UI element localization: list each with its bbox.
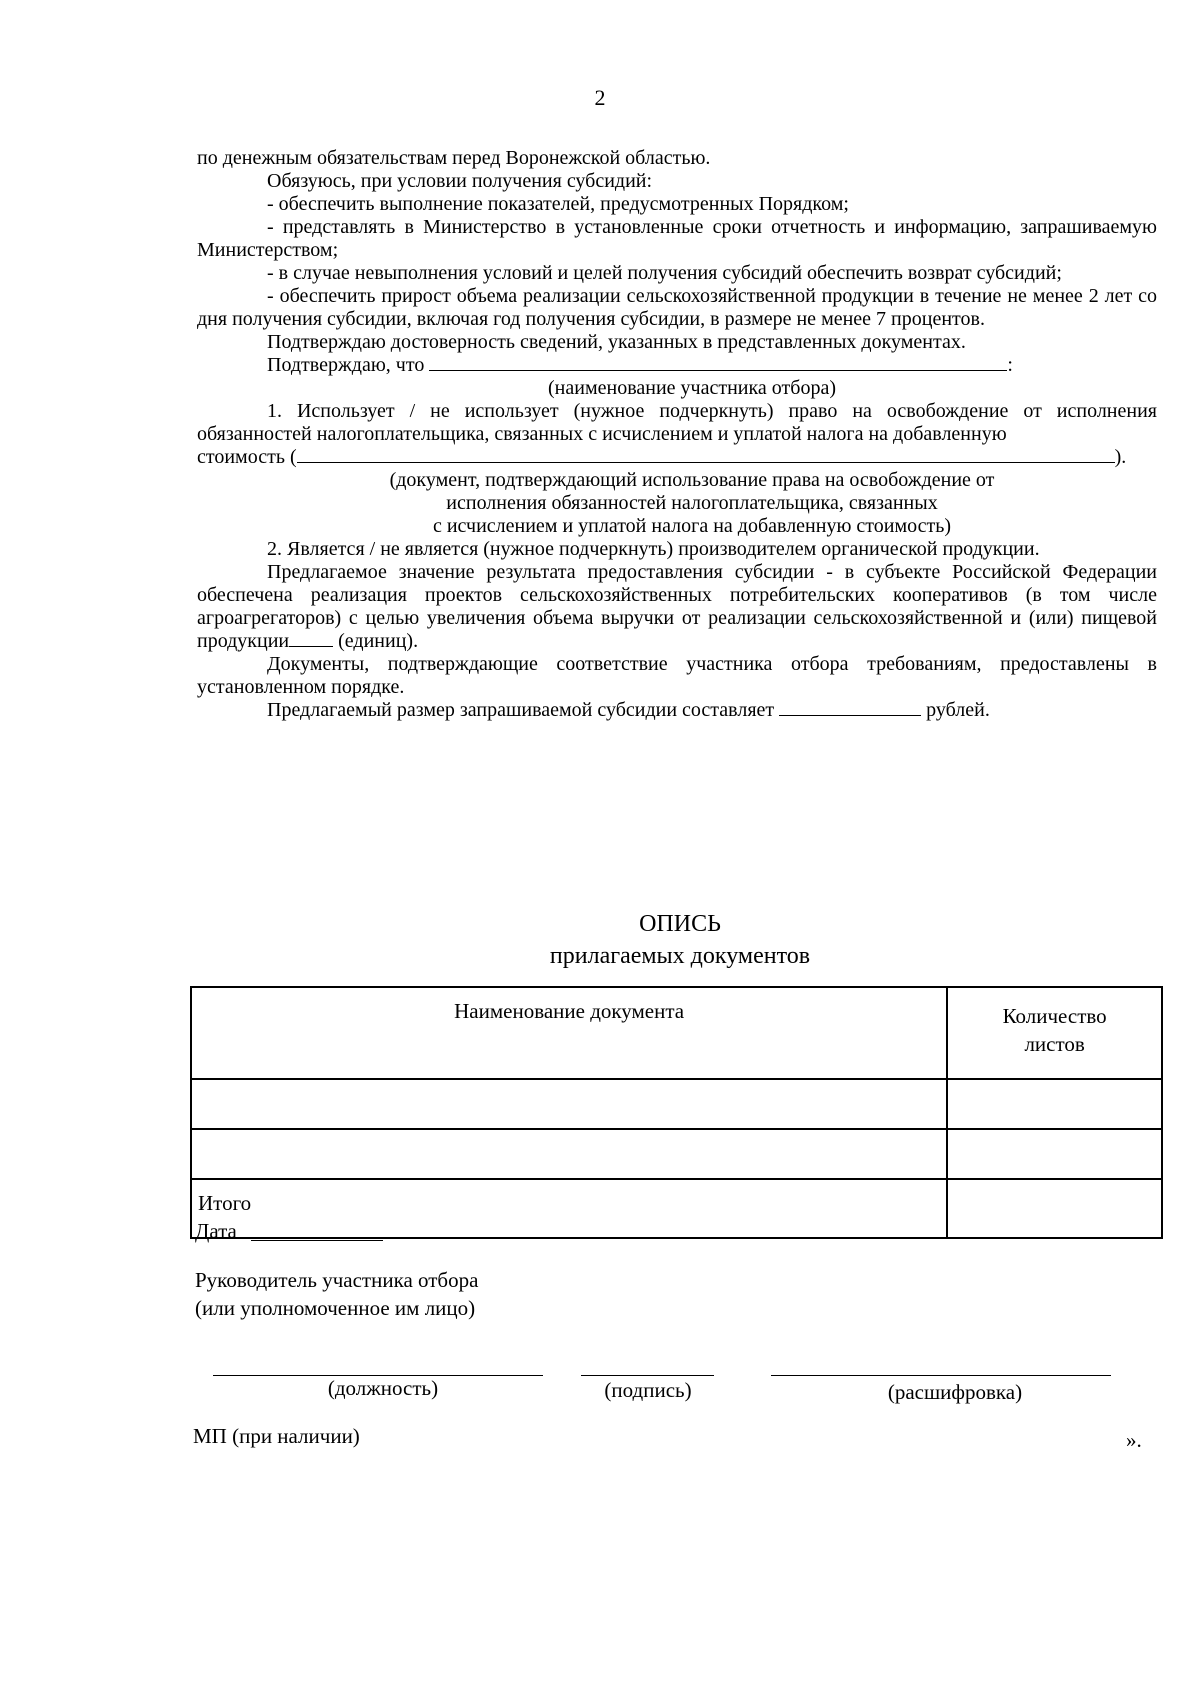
table-cell[interactable] bbox=[947, 1129, 1162, 1179]
table-cell[interactable] bbox=[947, 1079, 1162, 1129]
closing-quote: ». bbox=[1126, 1428, 1142, 1452]
header-document-name: Наименование документа bbox=[191, 987, 947, 1079]
inventory-table bbox=[190, 986, 1163, 1239]
header-count-line2: листов bbox=[1024, 1032, 1085, 1056]
table-row bbox=[191, 1079, 1162, 1129]
vat-label: стоимость ( bbox=[197, 446, 297, 468]
header-count-line1: Количество bbox=[1002, 1004, 1107, 1028]
units-label: (единиц). bbox=[333, 630, 419, 652]
table-header-row bbox=[191, 987, 1162, 1079]
date-field bbox=[195, 1217, 237, 1245]
colon: : bbox=[1007, 354, 1013, 376]
paragraph: - обеспечить прирост объема реализации сельскохозяйственной продукции в течение не менее 2 лет со дня получения субсидии, включая год получения субсидии, в размере не менее 7 процентов. bbox=[197, 285, 1157, 330]
paragraph: - обеспечить выполнение показателей, предусмотренных Порядком; bbox=[267, 193, 849, 215]
paragraph: - представлять в Министерство в установленные сроки отчетность и информацию, запрашиваемую Министерством; bbox=[197, 216, 1157, 261]
total-label: Итого bbox=[191, 1179, 947, 1238]
inventory-heading bbox=[0, 908, 1200, 972]
table-cell[interactable] bbox=[191, 1079, 947, 1129]
vat-document-blank bbox=[297, 447, 1115, 463]
subsidy-amount-line bbox=[197, 699, 1157, 722]
total-value-cell[interactable] bbox=[947, 1179, 1162, 1238]
confirm-label: Подтверждаю, что bbox=[267, 354, 430, 376]
body-text bbox=[197, 147, 1157, 722]
caption-document: (документ, подтверждающий использование права на освобождение от bbox=[389, 469, 995, 491]
header-sheet-count bbox=[947, 987, 1162, 1079]
paragraph: 2. Является / не является (нужное подчеркнуть) производителем органической продукции. bbox=[267, 538, 1040, 560]
amount-blank bbox=[779, 700, 921, 716]
currency-label: рублей. bbox=[921, 699, 990, 721]
paragraph: Подтверждаю достоверность сведений, указанных в представленных документах. bbox=[267, 331, 966, 353]
signatory-title: Руководитель участника отбора bbox=[195, 1268, 479, 1292]
confirm-line bbox=[197, 354, 1157, 377]
caption-participant: (наименование участника отбора) bbox=[548, 377, 836, 399]
paragraph: по денежным обязательствам перед Воронежской областью. bbox=[197, 147, 711, 169]
inventory-subtitle: прилагаемых документов bbox=[549, 943, 811, 969]
signature-blank[interactable] bbox=[581, 1375, 714, 1376]
position-caption: (должность) bbox=[327, 1376, 439, 1400]
result-paragraph bbox=[197, 561, 1157, 653]
signatory-subtitle: (или уполномоченное им лицо) bbox=[195, 1296, 476, 1320]
subsidy-label: Предлагаемый размер запрашиваемой субсидии составляет bbox=[267, 699, 780, 721]
caption-document: исполнения обязанностей налогоплательщика, связанных bbox=[446, 492, 938, 514]
result-text: Предлагаемое значение результата предоставления субсидии - в субъекте Российской Федерации обеспечена реализация проектов сельскохозяйственных потребительских кооперативов (в том числе агроагрегаторов) с целью увеличения объема выручки от реализации сельскохозяйственной и (или) пищевой продукции bbox=[197, 561, 1157, 652]
page-number: 2 bbox=[594, 85, 606, 110]
date-blank[interactable] bbox=[251, 1240, 383, 1241]
decoding-blank[interactable] bbox=[771, 1375, 1111, 1376]
participant-name-blank bbox=[429, 355, 1007, 371]
stamp-note: МП (при наличии) bbox=[193, 1424, 360, 1448]
decoding-caption: (расшифровка) bbox=[887, 1380, 1023, 1404]
paragraph: - в случае невыполнения условий и целей получения субсидий обеспечить возврат субсидий; bbox=[267, 262, 1062, 284]
vat-close: ). bbox=[1114, 446, 1127, 468]
table-row bbox=[191, 1129, 1162, 1179]
paragraph: Документы, подтверждающие соответствие участника отбора требованиям, предоставлены в установленном порядке. bbox=[197, 653, 1157, 698]
table-cell[interactable] bbox=[191, 1129, 947, 1179]
caption-document: с исчислением и уплатой налога на добавленную стоимость) bbox=[432, 515, 952, 537]
paragraph: 1. Использует / не использует (нужное подчеркнуть) право на освобождение от исполнения обязанностей налогоплательщика, связанных с исчислением и уплатой налога на добавленную bbox=[197, 400, 1157, 445]
units-blank bbox=[289, 631, 333, 647]
table-total-row bbox=[191, 1179, 1162, 1238]
signatory-block bbox=[195, 1266, 478, 1322]
paragraph: Обязуюсь, при условии получения субсидий: bbox=[267, 170, 653, 192]
inventory-title: ОПИСЬ bbox=[639, 911, 721, 937]
vat-line bbox=[197, 446, 1157, 469]
date-label: Дата bbox=[195, 1219, 237, 1243]
signature-caption: (подпись) bbox=[604, 1378, 692, 1402]
